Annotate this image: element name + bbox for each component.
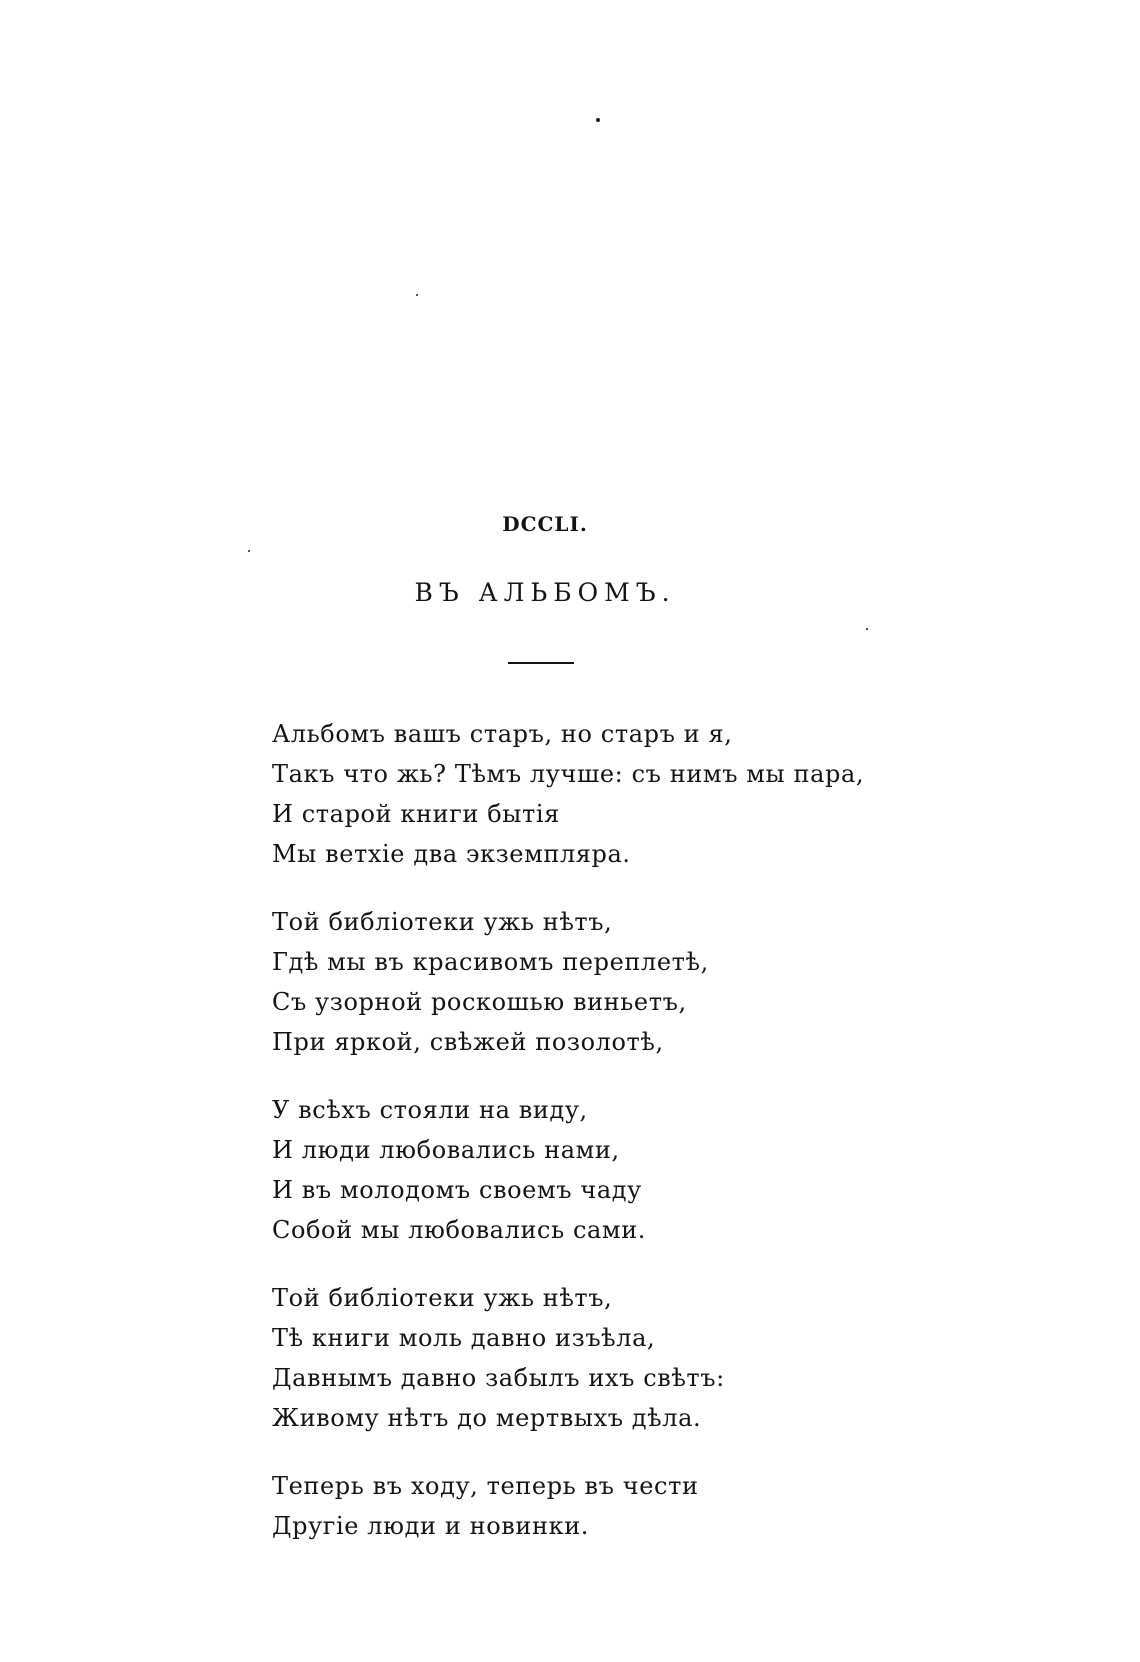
poem-body <box>272 714 972 1546</box>
poem-line: Такъ что жь? Тѣмъ лучше: съ нимъ мы пара, <box>272 760 865 788</box>
poem-line: При яркой, свѣжей позолотѣ, <box>272 1028 664 1056</box>
poem-line: Гдѣ мы въ красивомъ переплетѣ, <box>272 948 709 976</box>
stanza <box>272 1466 972 1546</box>
print-speck <box>596 118 600 122</box>
poem-line: Тѣ книги моль давно изъѣла, <box>272 1324 656 1352</box>
stanza <box>272 1278 972 1438</box>
poem-line: Живому нѣтъ до мертвыхъ дѣла. <box>272 1404 702 1432</box>
print-speck <box>866 628 868 630</box>
print-speck <box>416 294 418 296</box>
poem-line: И люди любовались нами, <box>272 1136 620 1164</box>
poem-line: Альбомъ вашъ старъ, но старъ и я, <box>272 720 733 748</box>
poem-line: Другіе люди и новинки. <box>272 1512 590 1540</box>
print-speck <box>248 550 250 552</box>
poem-line: Мы ветхіе два экземпляра. <box>272 840 631 868</box>
stanza <box>272 1090 972 1250</box>
poem-line: Съ узорной роскошью виньетъ, <box>272 988 687 1016</box>
poem-line: Собой мы любовались сами. <box>272 1216 647 1244</box>
title-divider <box>508 662 574 664</box>
poem-line: Той библіотеки ужь нѣтъ, <box>272 908 613 936</box>
poem-line: Той библіотеки ужь нѣтъ, <box>272 1284 613 1312</box>
stanza <box>272 902 972 1062</box>
poem-line: И въ молодомъ своемъ чаду <box>272 1176 642 1204</box>
poem-line: И старой книги бытія <box>272 800 560 828</box>
poem-title: ВЪ АЛЬБОМЪ. <box>414 578 676 607</box>
poem-number: DCCLI. <box>502 512 588 536</box>
poem-line: Давнымъ давно забылъ ихъ свѣтъ: <box>272 1364 725 1392</box>
stanza <box>272 714 972 874</box>
poem-line: Теперь въ ходу, теперь въ чести <box>272 1472 699 1500</box>
poem-line: У всѣхъ стояли на виду, <box>272 1096 588 1124</box>
